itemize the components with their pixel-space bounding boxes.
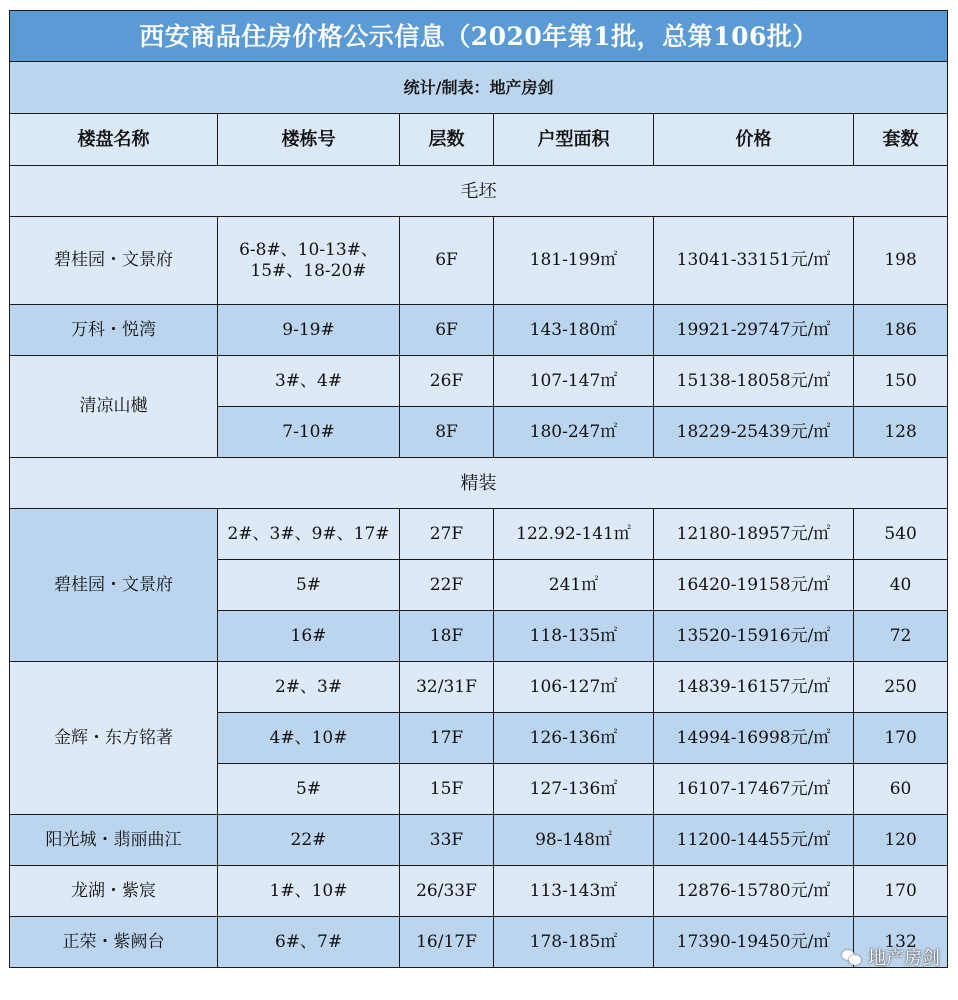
building-number-cell: 5# (218, 560, 400, 611)
unit-count-cell: 132 (854, 917, 948, 968)
unit-count-cell: 120 (854, 815, 948, 866)
section-label: 精装 (10, 458, 948, 509)
floors-cell: 33F (400, 815, 494, 866)
table-row (10, 662, 948, 713)
project-name-cell: 龙湖・紫宸 (10, 866, 218, 917)
section-row (10, 166, 948, 217)
header-building-number: 楼栋号 (218, 114, 400, 166)
unit-area-cell: 181-199㎡ (494, 217, 654, 305)
table-row (10, 866, 948, 917)
project-name-cell: 万科・悦湾 (10, 305, 218, 356)
building-number-cell: 4#、10# (218, 713, 400, 764)
table-row (10, 815, 948, 866)
price-cell: 12180-18957元/㎡ (654, 509, 854, 560)
header-unit-area: 户型面积 (494, 114, 654, 166)
table-row (10, 509, 948, 560)
unit-area-cell: 180-247㎡ (494, 407, 654, 458)
price-cell: 14994-16998元/㎡ (654, 713, 854, 764)
section-row (10, 458, 948, 509)
building-number-cell: 6-8#、10-13#、15#、18-20# (218, 217, 400, 305)
building-number-cell: 5# (218, 764, 400, 815)
unit-area-cell: 113-143㎡ (494, 866, 654, 917)
project-name-cell: 碧桂园・文景府 (10, 217, 218, 305)
table-row (10, 356, 948, 407)
building-number-cell: 22# (218, 815, 400, 866)
watermark (842, 944, 940, 970)
floors-cell: 15F (400, 764, 494, 815)
header-price: 价格 (654, 114, 854, 166)
floors-cell: 27F (400, 509, 494, 560)
table-row (10, 217, 948, 305)
floors-cell: 16/17F (400, 917, 494, 968)
header-row (10, 114, 948, 166)
header-floors: 层数 (400, 114, 494, 166)
unit-count-cell: 40 (854, 560, 948, 611)
price-cell: 13520-15916元/㎡ (654, 611, 854, 662)
unit-count-cell: 128 (854, 407, 948, 458)
unit-area-cell: 178-185㎡ (494, 917, 654, 968)
price-table-container (9, 10, 947, 968)
price-cell: 11200-14455元/㎡ (654, 815, 854, 866)
wechat-icon (842, 948, 862, 966)
price-cell: 18229-25439元/㎡ (654, 407, 854, 458)
price-table (9, 10, 948, 968)
building-number-cell: 2#、3#、9#、17# (218, 509, 400, 560)
unit-area-cell: 98-148㎡ (494, 815, 654, 866)
project-name-cell: 阳光城・翡丽曲江 (10, 815, 218, 866)
unit-area-cell: 127-136㎡ (494, 764, 654, 815)
unit-area-cell: 126-136㎡ (494, 713, 654, 764)
section-label: 毛坯 (10, 166, 948, 217)
unit-count-cell: 540 (854, 509, 948, 560)
table-credit: 统计/制表：地产房剑 (10, 62, 948, 114)
table-title: 西安商品住房价格公示信息（2020年第1批，总第106批） (10, 11, 948, 62)
price-cell: 13041-33151元/㎡ (654, 217, 854, 305)
unit-count-cell: 198 (854, 217, 948, 305)
price-cell: 12876-15780元/㎡ (654, 866, 854, 917)
watermark-text: 地产房剑 (868, 948, 940, 969)
price-cell: 14839-16157元/㎡ (654, 662, 854, 713)
unit-area-cell: 118-135㎡ (494, 611, 654, 662)
price-cell: 16107-17467元/㎡ (654, 764, 854, 815)
floors-cell: 6F (400, 217, 494, 305)
price-cell: 19921-29747元/㎡ (654, 305, 854, 356)
building-number-cell: 1#、10# (218, 866, 400, 917)
floors-cell: 22F (400, 560, 494, 611)
project-name-cell: 碧桂园・文景府 (10, 509, 218, 662)
unit-count-cell: 250 (854, 662, 948, 713)
floors-cell: 6F (400, 305, 494, 356)
header-project-name: 楼盘名称 (10, 114, 218, 166)
project-name-cell: 金辉・东方铭著 (10, 662, 218, 815)
building-number-cell: 6#、7# (218, 917, 400, 968)
unit-count-cell: 186 (854, 305, 948, 356)
floors-cell: 26F (400, 356, 494, 407)
floors-cell: 32/31F (400, 662, 494, 713)
building-number-cell: 7-10# (218, 407, 400, 458)
building-number-cell: 2#、3# (218, 662, 400, 713)
unit-count-cell: 60 (854, 764, 948, 815)
floors-cell: 17F (400, 713, 494, 764)
floors-cell: 26/33F (400, 866, 494, 917)
unit-area-cell: 107-147㎡ (494, 356, 654, 407)
unit-count-cell: 72 (854, 611, 948, 662)
unit-count-cell: 150 (854, 356, 948, 407)
unit-area-cell: 106-127㎡ (494, 662, 654, 713)
building-number-cell: 16# (218, 611, 400, 662)
floors-cell: 18F (400, 611, 494, 662)
unit-count-cell: 170 (854, 866, 948, 917)
price-cell: 17390-19450元/㎡ (654, 917, 854, 968)
building-number-cell: 3#、4# (218, 356, 400, 407)
header-unit-count: 套数 (854, 114, 948, 166)
unit-area-cell: 143-180㎡ (494, 305, 654, 356)
project-name-cell: 正荣・紫阙台 (10, 917, 218, 968)
unit-count-cell: 170 (854, 713, 948, 764)
project-name-cell: 清凉山樾 (10, 356, 218, 458)
building-number-cell: 9-19# (218, 305, 400, 356)
table-row (10, 305, 948, 356)
unit-area-cell: 241㎡ (494, 560, 654, 611)
price-cell: 16420-19158元/㎡ (654, 560, 854, 611)
price-cell: 15138-18058元/㎡ (654, 356, 854, 407)
unit-area-cell: 122.92-141㎡ (494, 509, 654, 560)
table-row (10, 917, 948, 968)
floors-cell: 8F (400, 407, 494, 458)
